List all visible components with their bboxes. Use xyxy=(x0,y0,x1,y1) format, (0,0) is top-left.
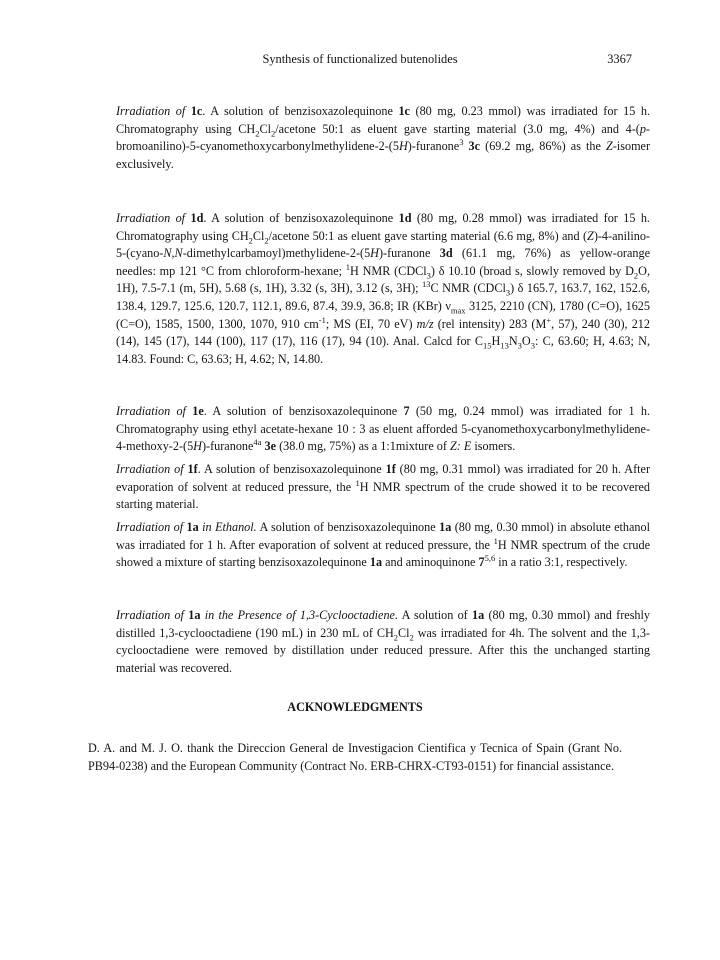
body-text: in a ratio 3:1, respectively. xyxy=(495,555,628,570)
paragraph-irradiation-1a-cyclooctadiene: Irradiation of 1a in the Presence of 1,3-Cyclooctadiene. A solution of 1a (80 mg, 0.30 mmol) and freshly distilled 1,3-cyclooctadiene (190 mL) in 230 mL of $CH_2Cl_2$ was irradiated for 4h. The solvent and the 1,3-cyclooctadiene were removed by distillation under reduced pressure. After this the unchanged starting material was recovered. xyxy=(116,608,651,675)
body-text: /acetone 50:1 as eluent gave starting material (6.6 mg, 8%) and ( xyxy=(268,228,588,243)
body-text: bromoanilino)-5-cyanomethoxycarbonylmethylidene-2-(5 xyxy=(116,139,399,154)
running-title: Synthesis of functionalized butenolides xyxy=(262,52,458,66)
body-text: H NMR (CDCl xyxy=(350,263,427,278)
body-text: (80 mg, 0.30 mmol) and freshly distilled 1,3-cyclooctadiene (190 mL) in 230 mL of CH xyxy=(116,608,651,640)
body-text: H NMR spectrum of the crude showed a mixture of starting benzisoxazolequinone xyxy=(116,537,650,570)
paragraph-irradiation-1d: Irradiation of 1d. A solution of benzisoxazolequinone 1d (80 mg, 0.28 mmol) was irradiated for 15 h. Chromatography using $CH_2Cl_2$/acetone 50:1 as eluent gave starting material (6.6 mg, 8%) and (Z)-4-anilino-5-(cyano-N,N-dimethylcarbamoyl)methylidene-2-(5H)-furanone 3d (61.1 mg, 76%) as yellow-orange needles: mp 121 °C from chloroform-hexane; $^1$H NMR (CDCl$_3$) δ 10.10 (broad s, slowly removed by $D_2O$, 1H), 7.5-7.1 (m, 5H), 5.68 (s, 1H), 3.32 (s, 3H), 3.12 (s, 3H); $^{13}$C NMR (CDCl$_3$) δ 165.7, 163.7, 162, 152.6, 138.4, 129.7, 125.6, 120.7, 112.1, 89.6, 87.4, 39.9, 36.8; IR (KBr) $\nu_{max}$ 3125, 2210 (CN), 1780 (C=O), 1625 (C=O), 1585, 1500, 1300, 1070, 910 $cm^{-1}$; MS (EI, 70 eV) m/z (rel intensity) 283 (M+, 57), 240 (30), 212 (14), 145 (17), 144 (100), 117 (17), 116 (17), 94 (10). Anal. Calcd for $C_{15}H_{13}N_3O_3$: C, 63.60; H, 4.63; N, 14.83. Found: C, 63.63; H, 4.62; N, 14.80. xyxy=(116,211,651,366)
body-text: ) δ 10.10 (broad s, slowly removed by D xyxy=(430,263,634,278)
acknowledgments-text: D. A. and M. J. O. thank the Direccion General de Investigacion Cientifica y Tecnica of Spain (Grant No. PB94-0238) and the European Community (Contract No. ERB-CHRX-CT93-0151) for financial assistance. xyxy=(88,741,622,773)
body-text: ; MS (EI, 70 eV) xyxy=(325,316,417,331)
body-text: . A solution of benzisoxazolequinone xyxy=(203,211,399,225)
body-text: isomers. xyxy=(471,439,516,454)
body-text: (80 mg, 0.28 mmol) was irradiated for 15 h. Chromatography using CH xyxy=(116,211,650,243)
body-text: )-furanone xyxy=(378,246,440,261)
compound-label: 1a xyxy=(188,608,201,622)
citation-ref: 5,6 xyxy=(484,553,496,564)
product-label: 3e xyxy=(264,439,277,454)
body-text: . A solution of benzisoxazolequinone xyxy=(197,462,386,476)
body-text: , 57), 240 (30), 212 (14), 145 (17), 144 (100), 117 (17), 116 (17), 94 (10). Anal. Calcd for C xyxy=(116,316,650,349)
paragraph-irradiation-1f: Irradiation of 1f. A solution of benzisoxazolequinone 1f (80 mg, 0.31 mmol) was irradiated for 20 h. After evaporation of solvent at reduced pressure, the $^1$H NMR spectrum of the crude showed it to be recovered starting material. xyxy=(116,462,651,512)
section-heading: Irradiation of xyxy=(116,520,184,534)
compound-label: 1d xyxy=(190,211,204,225)
paragraph-irradiation-1c: Irradiation of 1c. A solution of benzisoxazolequinone 1c (80 mg, 0.23 mmol) was irradiated for 15 h. Chromatography using $CH_2Cl_2$/acetone 50:1 as eluent gave starting material (3.0 mg, 4%) and 4-(p-bromoanilino)-5-cyanomethoxycarbonylmethylidene-2-(5H)-furanone$^3$ 3c (69.2 mg, 86%) as the Z-isomer exclusively. xyxy=(116,104,651,171)
body-text: . A solution of benzisoxazolequinone xyxy=(202,104,399,118)
paragraph-irradiation-1a-ethanol: Irradiation of 1a in Ethanol. A solution of benzisoxazolequinone 1a (80 mg, 0.30 mmol) in absolute ethanol was irradiated for 1 h. After evaporation of solvent at reduced pressure, the $^1$H NMR spectrum of the crude showed a mixture of starting benzisoxazolequinone 1a and aminoquinone 7$^{5,6}$ in a ratio 3:1, respectively. xyxy=(116,520,650,570)
body-text: A solution of benzisoxazolequinone xyxy=(256,520,440,534)
body-text: and aminoquinone xyxy=(382,555,479,570)
body-text: )-furanone xyxy=(407,139,460,154)
compound-label: 1e xyxy=(192,404,204,418)
body-text: O, 1H), 7.5-7.1 (m, 5H), 5.68 (s, 1H), 3.32 (s, 3H), 3.12 (s, 3H); xyxy=(116,263,650,296)
body-text: )-furanone xyxy=(201,439,254,454)
compound-label: 1a xyxy=(186,520,199,534)
citation-ref: 4a xyxy=(253,437,262,448)
section-heading: Irradiation of xyxy=(116,404,186,418)
section-heading: Irradiation of xyxy=(116,462,184,476)
compound-label: 1a xyxy=(472,608,485,622)
body-text: (61.1 mg, 76%) as yellow-orange needles: mp 121 °C from chloroform-hexane; xyxy=(116,246,650,278)
body-text: (80 mg, 0.31 mmol) was irradiated for 20 h. After evaporation of solvent at reduced pressure, the xyxy=(116,462,651,494)
body-text: -isomer exclusively. xyxy=(116,139,651,171)
paragraph-irradiation-1e: Irradiation of 1e. A solution of benzisoxazolequinone 7 (50 mg, 0.24 mmol) was irradiated for 1 h. Chromatography using ethyl acetate-hexane 10 : 3 as eluent afforded 5-cyanomethoxycarbonylmethylidene-4-methoxy-2-(5H)-furanone$^{4a}$ 3e (38.0 mg, 75%) as a 1:1mixture of Z: E isomers. xyxy=(116,404,650,454)
body-text: (38.0 mg, 75%) as a 1:1mixture of xyxy=(276,439,450,454)
body-text: (50 mg, 0.24 mmol) was irradiated for 1 h. Chromatography using ethyl acetate-hexane 10 : 3 as eluent afforded 5-cyanomethoxycarbonylmethylidene-4-methoxy-2-(5 xyxy=(116,404,650,454)
body-text: (80 mg, 0.23 mmol) was irradiated for 15 h. Chromatography using CH xyxy=(116,104,650,136)
body-text: (rel intensity) 283 (M xyxy=(433,316,547,331)
body-text: . A solution of benzisoxazolequinone xyxy=(203,404,404,418)
body-text: (69.2 mg, 86%) as the xyxy=(480,139,606,154)
citation-ref: 3 xyxy=(459,137,464,148)
section-heading: in the Presence of 1,3-Cyclooctadiene. xyxy=(204,608,399,622)
section-heading: Irradiation of xyxy=(116,104,186,118)
compound-label: 1d xyxy=(398,211,412,225)
body-text: H NMR spectrum of the crude showed it to be recovered starting material. xyxy=(116,479,651,512)
compound-label: 7 xyxy=(478,555,485,570)
body-text: : C, 63.60; H, 4.63; N, 14.83. Found: C, 63.63; H, 4.62; N, 14.80. xyxy=(116,334,650,366)
compound-label: 7 xyxy=(403,404,410,418)
body-text: C NMR (CDCl xyxy=(430,281,506,296)
body-text: 3125, 2210 (CN), 1780 (C=O), 1625 (C=O), 1585, 1500, 1300, 1070, 910 cm xyxy=(116,298,650,331)
body-text: )-4-anilino-5-(cyano- xyxy=(116,228,650,261)
section-heading: Irradiation of xyxy=(116,211,186,225)
product-label: 3c xyxy=(468,139,481,154)
compound-label: 1a xyxy=(439,520,452,534)
body-text: was irradiated for 4h. The solvent and the 1,3-cyclooctadiene were removed by distillation under reduced pressure. After this the unchanged starting material was recovered. xyxy=(116,625,650,675)
compound-label: 1f xyxy=(187,462,198,476)
section-heading: Irradiation of xyxy=(116,608,184,622)
body-text: (80 mg, 0.30 mmol) in absolute ethanol was irradiated for 1 h. After evaporation of solvent at reduced pressure, the xyxy=(116,520,650,552)
compound-label: 1f xyxy=(385,462,396,476)
compound-label: 1c xyxy=(398,104,410,118)
body-text: /acetone 50:1 as eluent gave starting material (3.0 mg, 4%) and 4-( xyxy=(275,121,640,136)
compound-label: 1a xyxy=(369,555,383,570)
section-heading: in Ethanol. xyxy=(202,520,257,534)
body-text: A solution of xyxy=(398,608,473,622)
page-number: 3367 xyxy=(607,52,632,66)
body-text: -dimethylcarbamoyl)methylidene-2-(5 xyxy=(182,246,371,261)
acknowledgments-heading: ACKNOWLEDGMENTS xyxy=(287,700,423,714)
compound-label: 1c xyxy=(190,104,203,118)
body-text: ) δ 165.7, 163.7, 162, 152.6, 138.4, 129.7, 125.6, 120.7, 112.1, 89.6, 87.4, 39.9, 36.8; IR (KBr) ν xyxy=(116,281,651,313)
product-label: 3d xyxy=(439,246,453,261)
